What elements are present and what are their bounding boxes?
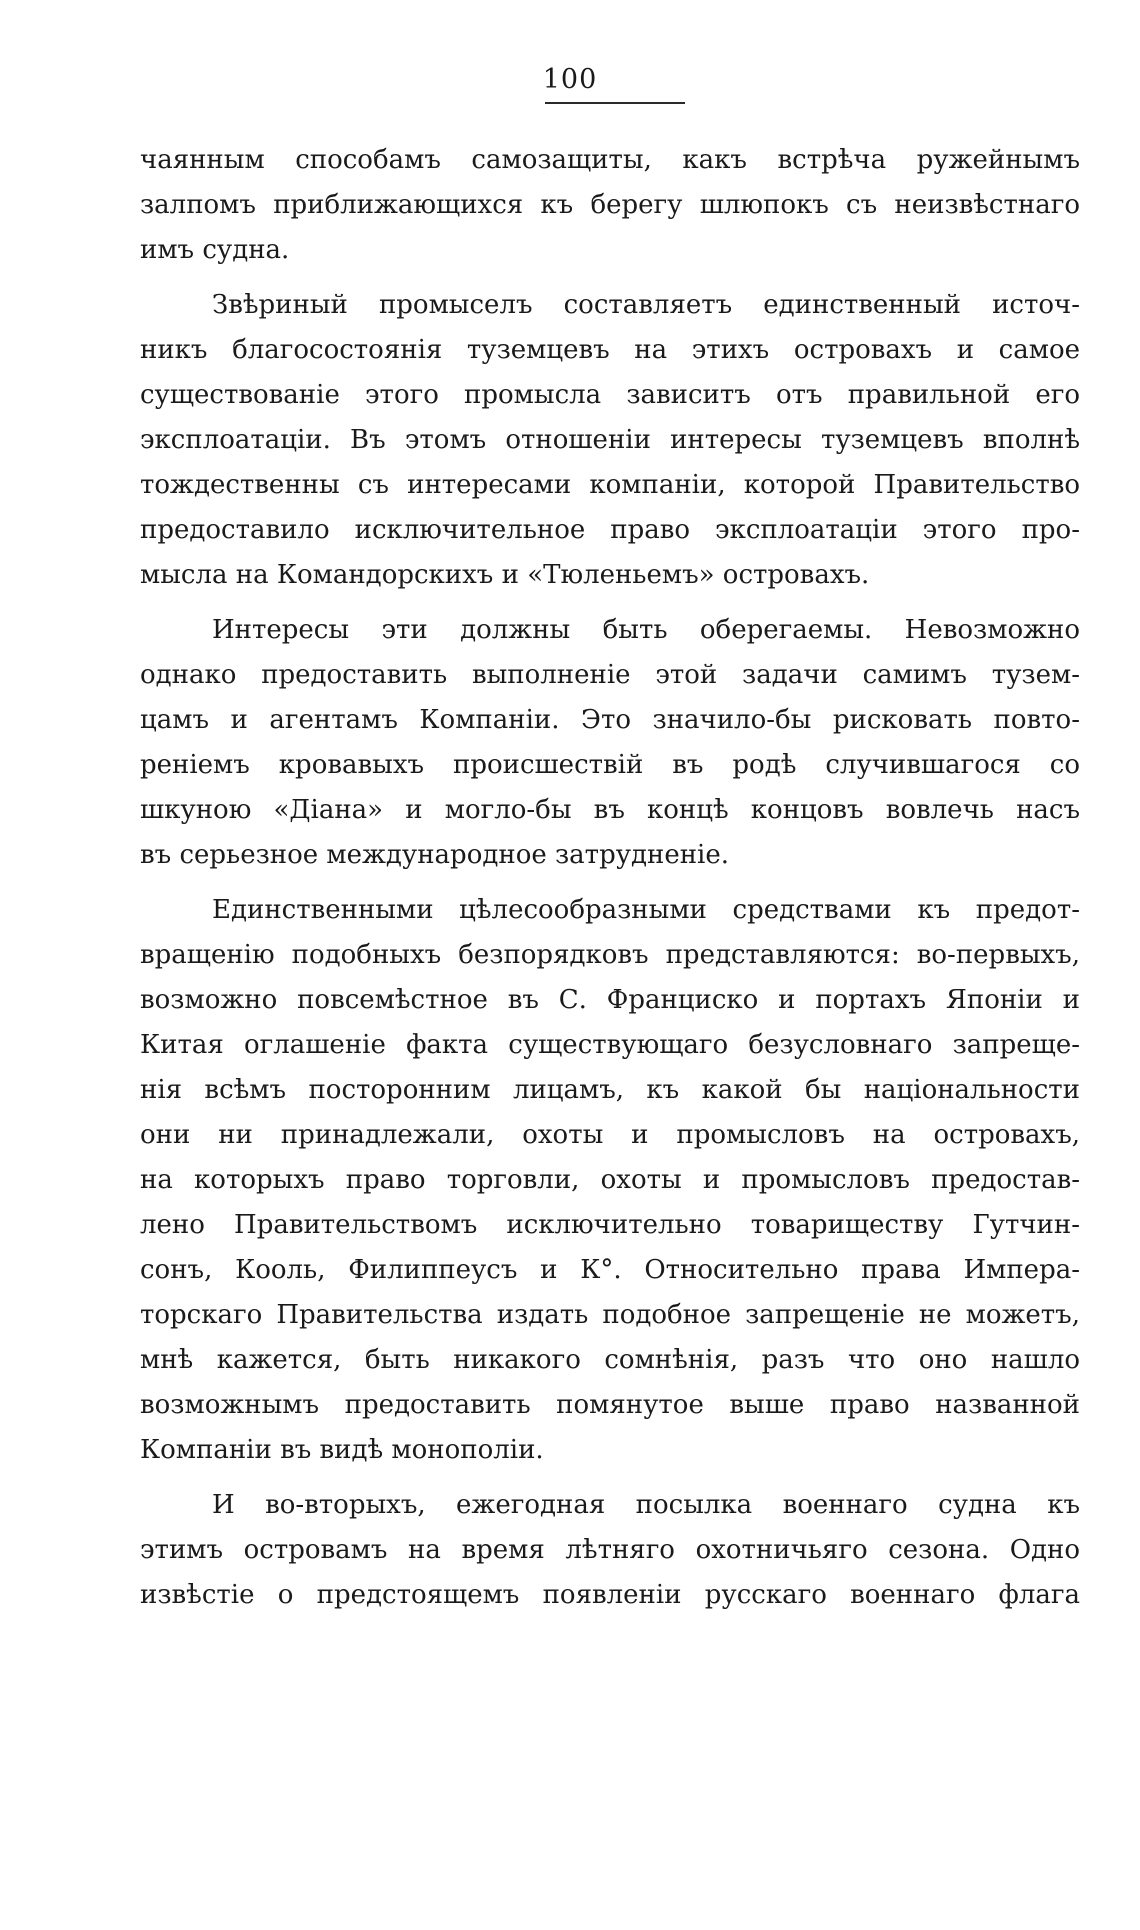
text-line: Компаніи въ видѣ монополіи. [140, 1435, 544, 1465]
paragraph-1 [140, 138, 1080, 273]
text-line: предоставило исключительное право эксплоатаціи этого про- [140, 515, 1080, 545]
text-line: возможнымъ предоставить помянутое выше право названной [140, 1390, 1080, 1420]
text-line: тождественны съ интересами компаніи, которой Правительство [140, 470, 1080, 500]
text-line: вращенію подобныхъ безпорядковъ представляются: во-первыхъ, [140, 940, 1080, 970]
text-line: залпомъ приближающихся къ берегу шлюпокъ съ неизвѣстнаго [140, 190, 1080, 220]
text-line: сонъ, Кооль, Филиппеусъ и К°. Относительно права Импера- [140, 1255, 1080, 1285]
text-line: Китая оглашеніе факта существующаго безусловнаго запреще- [140, 1030, 1080, 1060]
body-text [140, 138, 1080, 1618]
text-line: реніемъ кровавыхъ происшествій въ родѣ случившагося со [140, 750, 1080, 780]
text-line: мнѣ кажется, быть никакого сомнѣнія, разъ что оно нашло [140, 1345, 1080, 1375]
paragraph-3 [140, 608, 1080, 878]
page-number: 100 [542, 64, 598, 95]
text-line: нія всѣмъ посторонним лицамъ, къ какой бы національности [140, 1075, 1080, 1105]
text-line: имъ судна. [140, 235, 290, 265]
text-line: они ни принадлежали, охоты и промысловъ на островахъ, [140, 1120, 1080, 1150]
text-line: никъ благосостоянія туземцевъ на этихъ островахъ и самое [140, 335, 1080, 365]
page-number-rule [545, 102, 685, 104]
text-line: Звѣриный промыселъ составляетъ единственный источ- [212, 290, 1080, 320]
text-line: И во-вторыхъ, ежегодная посылка военнаго судна къ [212, 1490, 1080, 1520]
paragraph-5 [140, 1483, 1080, 1618]
text-line: Интересы эти должны быть оберегаемы. Невозможно [212, 615, 1080, 645]
text-line: въ серьезное международное затрудненіе. [140, 840, 730, 870]
text-line: существованіе этого промысла зависитъ отъ правильной его [140, 380, 1080, 410]
text-line: этимъ островамъ на время лѣтняго охотничьяго сезона. Одно [140, 1535, 1080, 1565]
text-line: эксплоатаціи. Въ этомъ отношеніи интересы туземцевъ вполнѣ [140, 425, 1080, 455]
paragraph-2 [140, 283, 1080, 598]
text-line: мысла на Командорскихъ и «Тюленьемъ» островахъ. [140, 560, 870, 590]
text-line: извѣстіе о предстоящемъ появленіи русскаго военнаго флага [140, 1580, 1080, 1610]
paragraph-4 [140, 888, 1080, 1473]
text-line: чаянным способамъ самозащиты, какъ встрѣча ружейнымъ [140, 145, 1080, 175]
text-line: торскаго Правительства издать подобное запрещеніе не можетъ, [140, 1300, 1080, 1330]
text-line: цамъ и агентамъ Компаніи. Это значило-бы рисковать повто- [140, 705, 1080, 735]
text-line: Единственными цѣлесообразными средствами къ предот- [212, 895, 1080, 925]
text-line: возможно повсемѣстное въ С. Франциско и портахъ Японіи и [140, 985, 1080, 1015]
text-line: шкуною «Діана» и могло-бы въ концѣ концовъ вовлечь насъ [140, 795, 1080, 825]
text-line: лено Правительствомъ исключительно товариществу Гутчин- [140, 1210, 1080, 1240]
text-line: однако предоставить выполненіе этой задачи самимъ тузем- [140, 660, 1080, 690]
text-line: на которыхъ право торговли, охоты и промысловъ предостав- [140, 1165, 1080, 1195]
